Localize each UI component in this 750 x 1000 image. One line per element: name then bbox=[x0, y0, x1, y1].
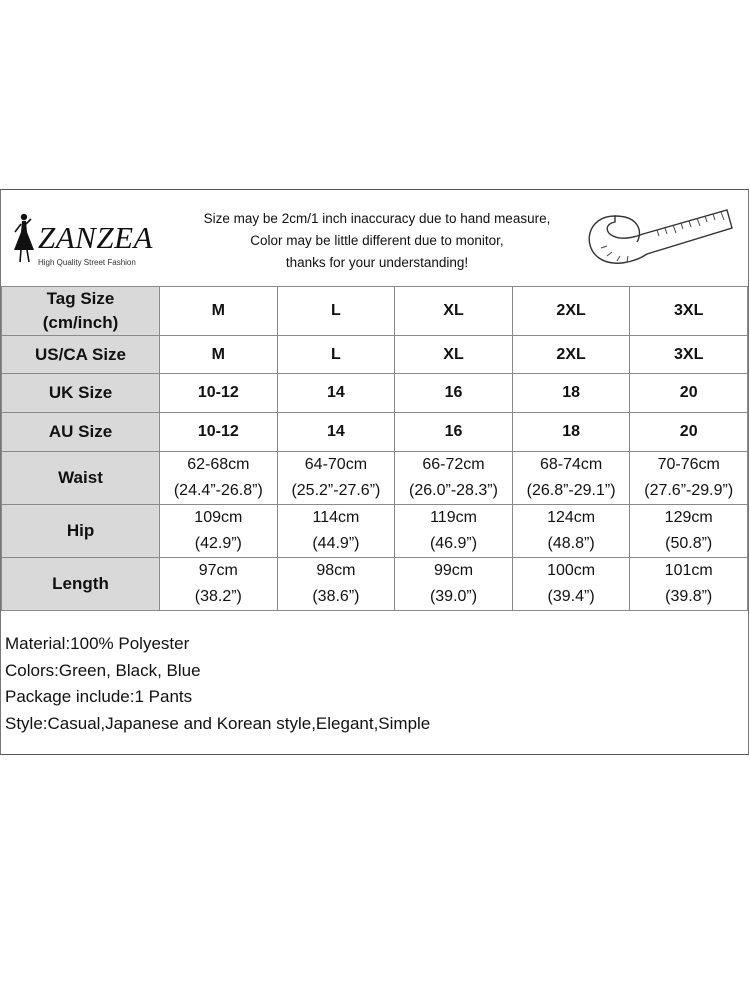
cell-line: 68-74cm bbox=[539, 456, 603, 473]
product-info bbox=[5, 631, 430, 737]
table-row bbox=[2, 505, 748, 558]
cell-line: (42.9”) bbox=[194, 535, 242, 552]
table-cell bbox=[630, 505, 748, 558]
cell-line: 124cm bbox=[547, 509, 596, 526]
row-label bbox=[2, 505, 160, 558]
cell-line: 100cm bbox=[547, 562, 596, 579]
cell-line: 98cm bbox=[316, 562, 356, 579]
cell-line: XL bbox=[443, 345, 464, 363]
cell-line: M bbox=[211, 345, 225, 363]
table-row bbox=[2, 336, 748, 374]
cell-line: (26.8”-29.1”) bbox=[526, 482, 616, 499]
cell-line: L bbox=[331, 302, 341, 319]
style-text: Style:Casual,Japanese and Korean style,Elegant,Simple bbox=[5, 713, 431, 733]
row-label-line: AU Size bbox=[48, 422, 113, 441]
table-row bbox=[2, 413, 748, 452]
table-cell bbox=[277, 287, 395, 336]
colors-text: Colors:Green, Black, Blue bbox=[5, 660, 201, 680]
table-cell bbox=[160, 374, 278, 413]
cell-line: (38.6”) bbox=[312, 588, 360, 605]
cell-line: 3XL bbox=[674, 302, 704, 319]
cell-line: 20 bbox=[679, 384, 698, 401]
brand-name: ZANZEA bbox=[38, 220, 153, 255]
cell-line: 70-76cm bbox=[657, 456, 720, 473]
chart-header bbox=[2, 190, 749, 286]
cell-line: (44.9”) bbox=[312, 535, 360, 552]
cell-line: 20 bbox=[679, 423, 698, 440]
table-cell bbox=[512, 505, 630, 558]
cell-line: 99cm bbox=[433, 562, 474, 579]
cell-line: L bbox=[331, 345, 341, 363]
cell-line: 129cm bbox=[664, 509, 713, 526]
table-cell bbox=[512, 336, 630, 374]
row-label-line: (cm/inch) bbox=[42, 313, 119, 332]
cell-line: 18 bbox=[562, 384, 580, 401]
package-text: Package include:1 Pants bbox=[5, 687, 193, 706]
cell-line: 18 bbox=[562, 423, 580, 440]
cell-line: (27.6”-29.9”) bbox=[644, 482, 734, 499]
table-cell bbox=[630, 558, 748, 611]
cell-line: (50.8”) bbox=[665, 535, 713, 552]
cell-line: 119cm bbox=[430, 509, 477, 526]
row-label-line: Tag Size bbox=[46, 289, 115, 308]
cell-line: (24.4”-26.8”) bbox=[173, 482, 263, 499]
table-cell bbox=[395, 287, 513, 336]
cell-line: 62-68cm bbox=[187, 456, 250, 473]
cell-line: 66-72cm bbox=[422, 456, 485, 473]
table-cell bbox=[160, 413, 278, 452]
notice-line: Size may be 2cm/1 inch inaccuracy due to hand measure, bbox=[203, 211, 551, 226]
table-cell bbox=[160, 452, 278, 505]
cell-line: (39.8”) bbox=[665, 588, 713, 605]
table-cell bbox=[630, 452, 748, 505]
table-cell bbox=[512, 374, 630, 413]
table-row bbox=[2, 374, 748, 413]
row-label bbox=[2, 336, 160, 374]
cell-line: 14 bbox=[327, 384, 345, 401]
table-cell bbox=[630, 336, 748, 374]
cell-line: (39.4”) bbox=[547, 588, 595, 605]
cell-line: 10-12 bbox=[197, 384, 239, 401]
table-cell bbox=[160, 336, 278, 374]
cell-line: 101cm bbox=[664, 562, 713, 579]
cell-line: (26.0”-28.3”) bbox=[409, 482, 498, 499]
size-chart-card bbox=[0, 189, 749, 755]
cell-line: 2XL bbox=[556, 345, 586, 363]
table-cell bbox=[395, 413, 513, 452]
row-label-line: UK Size bbox=[48, 383, 113, 402]
measuring-tape-icon bbox=[577, 198, 739, 278]
table-cell bbox=[277, 336, 395, 374]
table-cell bbox=[395, 374, 513, 413]
cell-line: 14 bbox=[327, 423, 345, 440]
table-cell bbox=[630, 413, 748, 452]
cell-line: 16 bbox=[444, 384, 463, 401]
table-cell bbox=[395, 452, 513, 505]
table-cell bbox=[395, 505, 513, 558]
table-cell bbox=[512, 558, 630, 611]
table-row bbox=[2, 452, 748, 505]
table-cell bbox=[512, 287, 630, 336]
table-cell bbox=[277, 374, 395, 413]
table-cell bbox=[277, 413, 395, 452]
table-cell bbox=[160, 505, 278, 558]
row-label bbox=[2, 374, 160, 413]
row-label bbox=[2, 452, 160, 505]
row-label-line: Length bbox=[52, 574, 109, 593]
cell-line: (46.9”) bbox=[429, 535, 478, 552]
cell-line: M bbox=[211, 302, 225, 319]
row-label bbox=[2, 413, 160, 452]
cell-line: XL bbox=[443, 302, 464, 319]
notice-line: thanks for your understanding! bbox=[285, 255, 469, 270]
row-label bbox=[2, 558, 160, 611]
brand-tagline: High Quality Street Fashion bbox=[38, 258, 136, 267]
table-cell bbox=[395, 336, 513, 374]
table-cell bbox=[395, 558, 513, 611]
fashion-figure-icon bbox=[10, 212, 36, 264]
table-cell bbox=[277, 505, 395, 558]
cell-line: 16 bbox=[444, 423, 463, 440]
material-text: Material:100% Polyester bbox=[5, 634, 190, 653]
measurement-notice bbox=[177, 208, 577, 274]
cell-line: (25.2”-27.6”) bbox=[291, 482, 381, 499]
row-label-line: Waist bbox=[58, 468, 103, 487]
table-cell bbox=[277, 558, 395, 611]
row-label-line: Hip bbox=[66, 521, 95, 540]
notice-line: Color may be little different due to monitor, bbox=[250, 233, 504, 248]
table-row bbox=[2, 287, 748, 336]
table-cell bbox=[277, 452, 395, 505]
cell-line: 64-70cm bbox=[304, 456, 368, 473]
cell-line: (48.8”) bbox=[547, 535, 595, 552]
cell-line: 109cm bbox=[194, 509, 243, 526]
cell-line: 114cm bbox=[312, 509, 360, 526]
cell-line: (39.0”) bbox=[429, 588, 478, 605]
cell-line: 97cm bbox=[198, 562, 238, 579]
cell-line: 3XL bbox=[674, 345, 704, 363]
table-cell bbox=[630, 374, 748, 413]
table-cell bbox=[630, 287, 748, 336]
table-row bbox=[2, 558, 748, 611]
cell-line: (38.2”) bbox=[194, 588, 242, 605]
table-cell bbox=[512, 452, 630, 505]
table-cell bbox=[160, 558, 278, 611]
table-cell bbox=[160, 287, 278, 336]
brand-logo bbox=[8, 208, 178, 268]
row-label bbox=[2, 287, 160, 336]
row-label-line: US/CA Size bbox=[35, 344, 127, 364]
cell-line: 2XL bbox=[556, 302, 586, 319]
size-table bbox=[1, 286, 748, 611]
cell-line: 10-12 bbox=[197, 423, 239, 440]
table-cell bbox=[512, 413, 630, 452]
